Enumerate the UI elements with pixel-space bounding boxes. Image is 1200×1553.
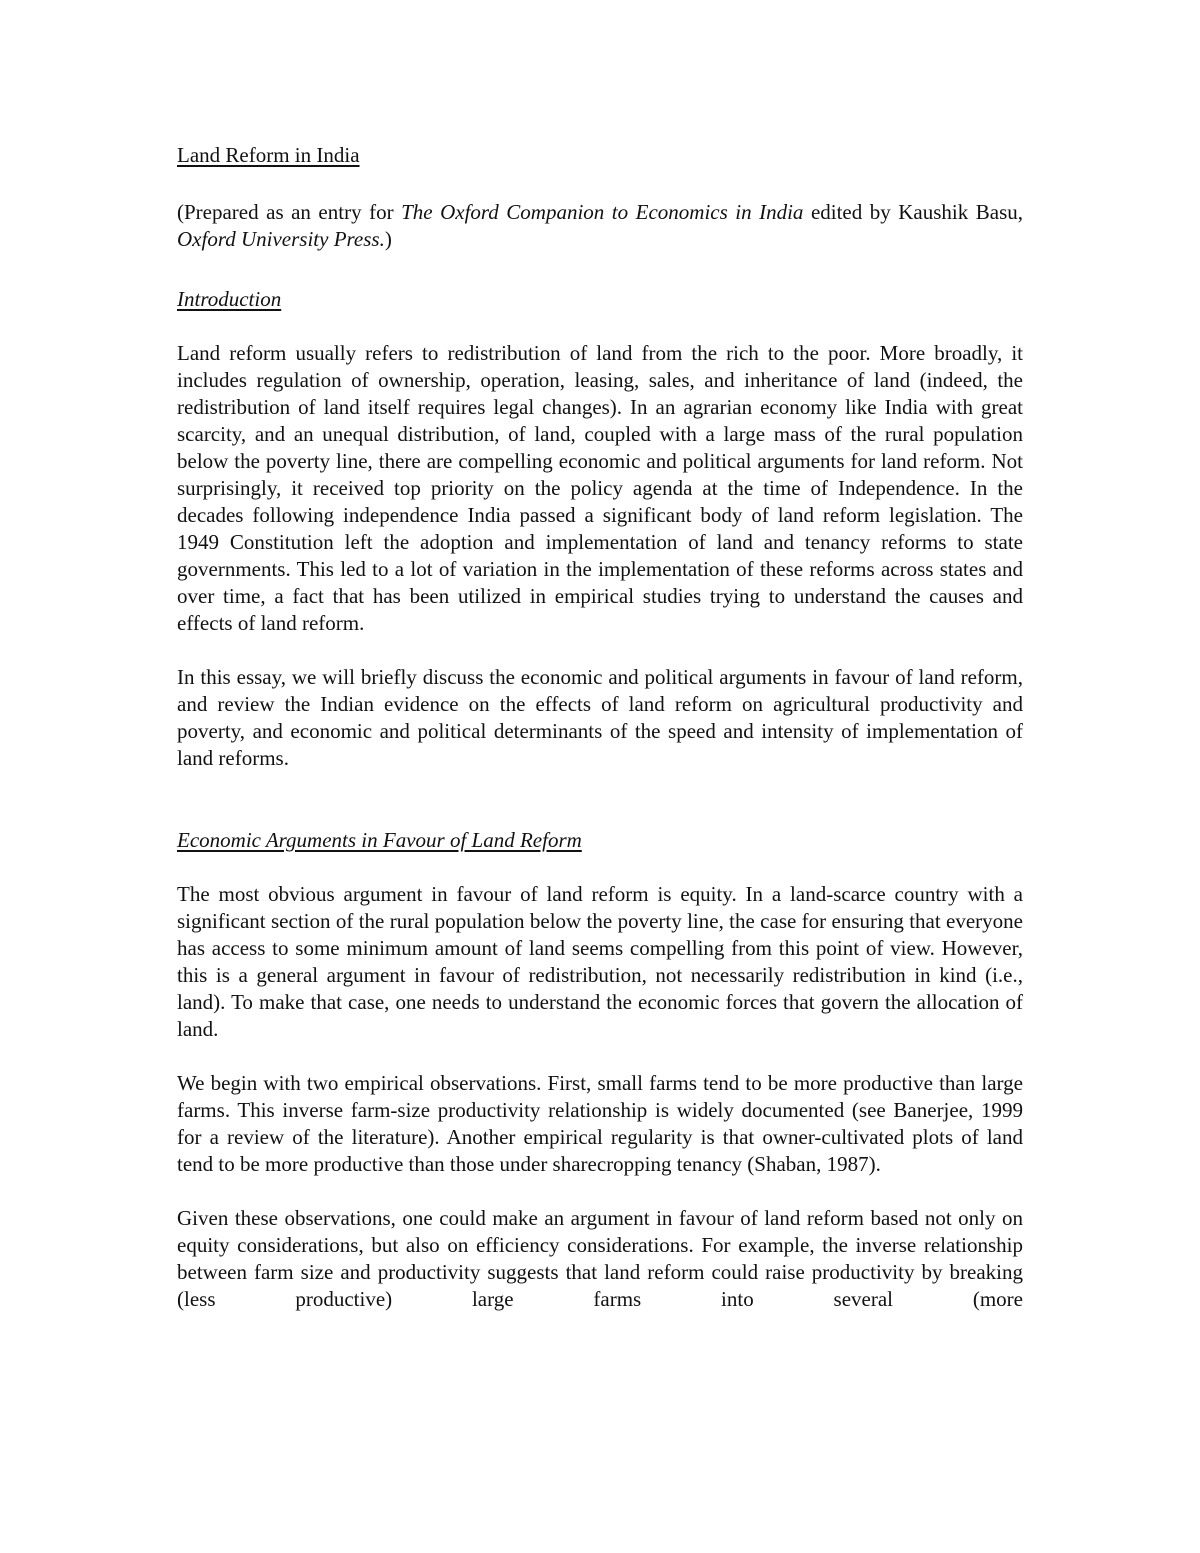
prepared-prefix: (Prepared as an entry for [177,200,402,224]
paragraph: In this essay, we will briefly discuss the economic and political arguments in favour of land reform, and review the Indian evidence on the effects of land reform on agricultural productivity and poverty, and economic and political determinants of the speed and intensity of implementation of land reforms. [177,665,1023,770]
paragraph: We begin with two empirical observations. First, small farms tend to be more productive than large farms. This inverse farm-size productivity relationship is widely documented (see Banerjee, 1999 for a review of the literature). Another empirical regularity is that owner-cultivated plots of land tend to be more productive than those under sharecropping tenancy (Shaban, 1987). [177,1071,1023,1176]
paragraph: Given these observations, one could make an argument in favour of land reform based not only on equity considerations, but also on efficiency considerations. For example, the inverse relationship between farm size and productivity suggests that land reform could raise productivity by breaking (less productive) large farms into several (more [177,1206,1023,1311]
section-heading-introduction: Introduction [177,287,282,311]
prepared-middle: edited by Kaushik Basu, [803,200,1023,224]
publisher-name: Oxford University Press. [177,227,385,251]
section-heading-economic-arguments: Economic Arguments in Favour of Land Reform [177,828,582,852]
prepared-suffix: ) [384,227,392,251]
paragraph: Land reform usually refers to redistribution of land from the rich to the poor. More broadly, it includes regulation of ownership, operation, leasing, sales, and inheritance of land (indeed, the redistribution of land itself requires legal changes). In an agrarian economy like India with great scarcity, and an unequal distribution, of land, coupled with a large mass of the rural population below the poverty line, there are compelling economic and political arguments for land reform. Not surprisingly, it received top priority on the policy agenda at the time of Independence. In the decades following independence India passed a significant body of land reform legislation. The 1949 Constitution left the adoption and implementation of land and tenancy reforms to state governments. This led to a lot of variation in the implementation of these reforms across states and over time, a fact that has been utilized in empirical studies trying to understand the causes and effects of land reform. [177,341,1023,635]
prepared-note [177,199,1023,253]
document-title: Land Reform in India [177,143,360,167]
paragraph: The most obvious argument in favour of land reform is equity. In a land-scarce country with a significant section of the rural population below the poverty line, the case for ensuring that everyone has access to some minimum amount of land seems compelling from this point of view. However, this is a general argument in favour of redistribution, not necessarily redistribution in kind (i.e., land). To make that case, one needs to understand the economic forces that govern the allocation of land. [177,882,1023,1041]
document-page [177,142,1023,1313]
book-title: The Oxford Companion to Economics in India [401,200,804,224]
